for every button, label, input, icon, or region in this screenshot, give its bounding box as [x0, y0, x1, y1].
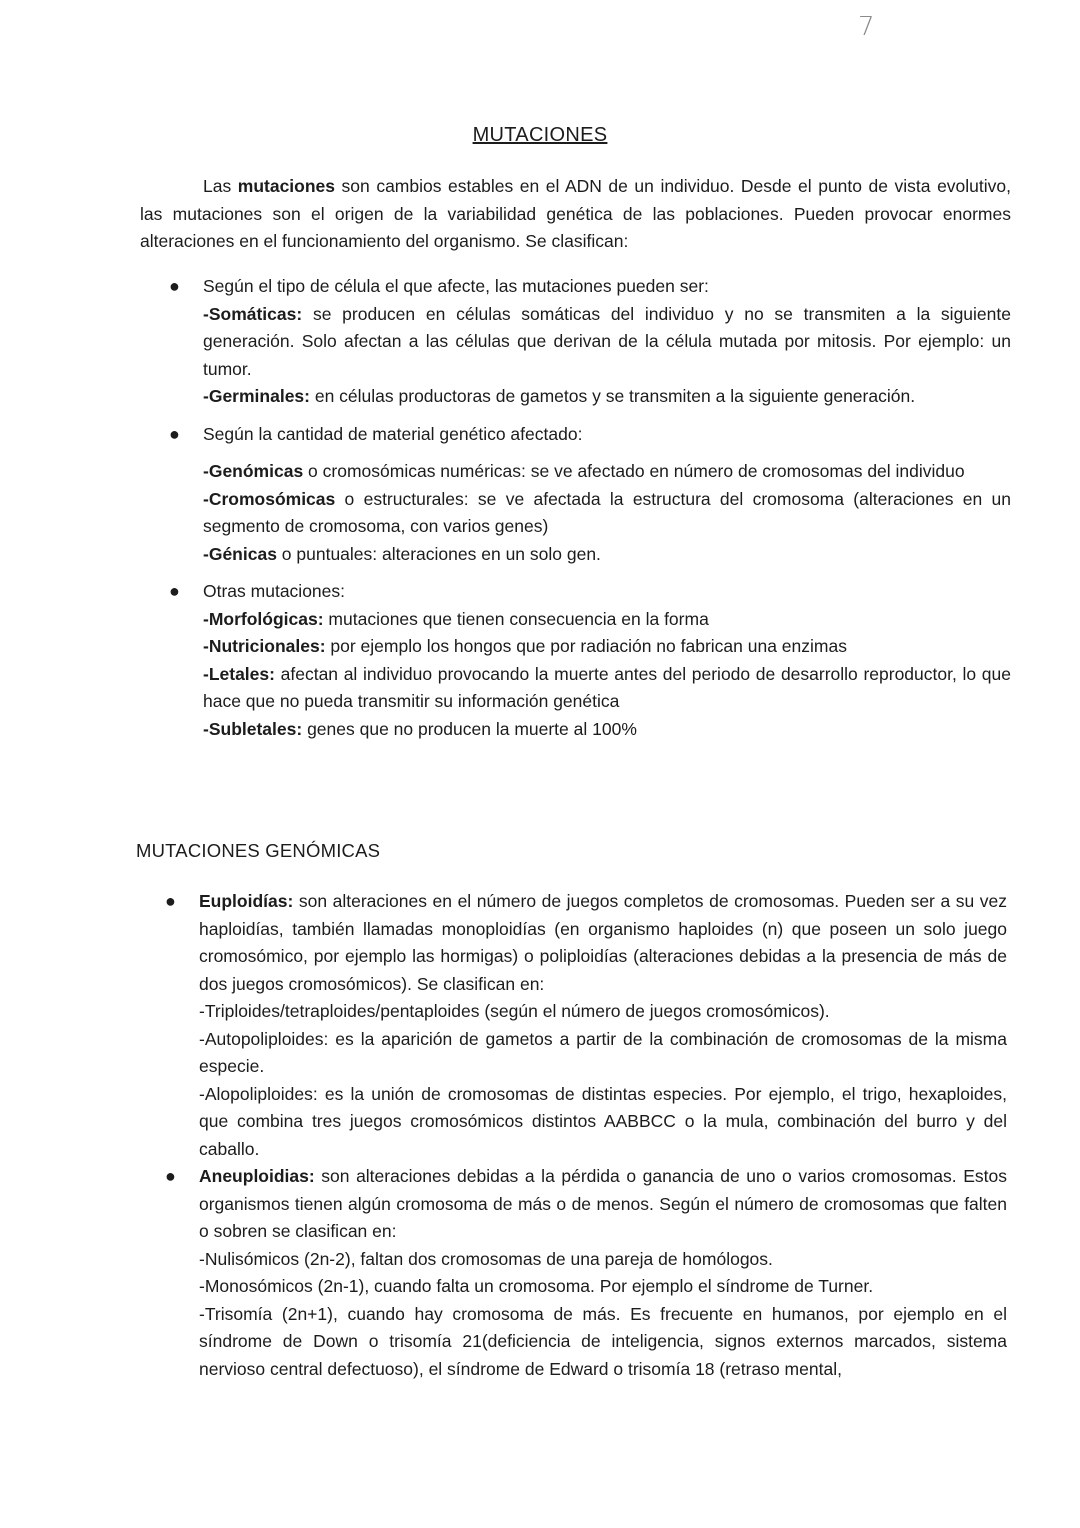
list-item-other-mutations [169, 578, 1011, 743]
entry-text: se producen en células somáticas del individuo y no se transmiten a la siguiente generación. Solo afectan a las células que derivan de la célula mutada por mitosis. Por ejemplo: un tumor. [203, 303, 1011, 379]
entry-term: -Morfológicas: [203, 608, 324, 629]
entry-term: -Nutricionales: [203, 636, 326, 656]
list-entry [203, 486, 1011, 541]
list-entry [203, 606, 1011, 634]
intro-bold-term: mutaciones [237, 176, 336, 196]
list-item-cell-type [169, 273, 1011, 411]
entry-text: afectan al individuo provocando la muerte antes del periodo de desarrollo reproductor, lo que hace que no pueda transmitir su información genética [203, 663, 1011, 711]
sub-entry: -Alopoliploides: es la unión de cromosomas de distintas especies. Por ejemplo, el trigo, hexaploides, que combina tres juegos cromosómicos distintos AABBCC o la mula, combinación del burro y del caballo. [199, 1083, 1007, 1159]
list-item-aneuploidias [165, 1163, 1007, 1383]
bullet-icon: ● [169, 276, 180, 296]
entry-text: genes que no producen la muerte al 100% [302, 718, 637, 739]
entry-text: son alteraciones en el número de juegos completos de cromosomas. Pueden ser a su vez haploidías, también llamadas monoploidías (en organismo haploides (n) que poseen un solo juego cromosómico, por ejemplo las hormigas) o poliploidías (alteraciones debidas a la presencia de más de dos juegos cromosómicos). Se clasifican en: [199, 891, 1007, 994]
sub-entry: -Autopoliploides: es la aparición de gametos a partir de la combinación de cromosomas de la misma especie. [199, 1028, 1007, 1076]
entry-term: -Somáticas: [203, 303, 303, 324]
entry-term: -Germinales: [203, 386, 310, 406]
list-item-heading: Otras mutaciones: [203, 581, 345, 601]
page-number: 7 [858, 12, 875, 42]
sub-entry: -Monosómicos (2n-1), cuando falta un cromosoma. Por ejemplo el síndrome de Turner. [199, 1276, 874, 1296]
list-item-heading: Según el tipo de célula el que afecte, las mutaciones pueden ser: [203, 276, 709, 296]
list-entry [203, 458, 1011, 486]
entry-term: -Subletales: [203, 718, 303, 739]
list-entry [203, 383, 1011, 411]
entry-text: o puntuales: alteraciones en un solo gen. [276, 543, 601, 564]
genomic-mutations-list [165, 888, 1007, 1383]
list-entry [203, 301, 1011, 384]
section-title: MUTACIONES GENÓMICAS [136, 840, 381, 861]
entry-term: Euploidías: [199, 891, 294, 911]
list-item-heading: Según la cantidad de material genético afectado: [203, 423, 583, 444]
list-item-description [199, 1163, 1007, 1246]
list-entry [203, 661, 1011, 716]
entry-text: o cromosómicas numéricas: se ve afectado en número de cromosomas del individuo [303, 461, 965, 481]
entry-term: -Génicas [203, 543, 277, 564]
bullet-icon: ● [169, 581, 180, 601]
entry-term: Aneuploidias: [199, 1166, 315, 1186]
list-entry [203, 716, 1011, 744]
intro-paragraph [140, 173, 1011, 256]
list-entry [203, 633, 1011, 661]
entry-text: en células productoras de gametos y se transmiten a la siguiente generación. [309, 386, 916, 406]
list-item-description [199, 888, 1007, 998]
bullet-icon: ● [165, 891, 176, 911]
bullet-icon: ● [165, 1166, 176, 1186]
list-item-material-amount [169, 421, 1011, 569]
entry-text: o estructurales: se ve afectada la estructura del cromosoma (alteraciones en un segmento de cromosoma, con varios genes) [203, 488, 1011, 536]
bullet-icon: ● [169, 423, 180, 444]
entry-text: mutaciones que tienen consecuencia en la forma [323, 608, 709, 629]
entry-term: -Cromosómicas [203, 488, 336, 509]
intro-text-start: Las [203, 176, 238, 196]
entry-text: por ejemplo los hongos que por radiación no fabrican una enzimas [325, 636, 847, 656]
intro-text-rest: son cambios estables en el ADN de un individuo. Desde el punto de vista evolutivo, las mutaciones son el origen de la variabilidad genética de las poblaciones. Pueden provocar enormes alteraciones en el funcionamiento del organismo. Se clasifican: [140, 176, 1012, 251]
entry-text: son alteraciones debidas a la pérdida o ganancia de uno o varios cromosomas. Estos organismos tienen algún cromosoma de más o de menos. Según el número de cromosomas que falten o sobren se clasifican en: [199, 1166, 1007, 1241]
list-item-euploidias [165, 888, 1007, 1163]
classification-list [169, 273, 1011, 753]
document-title: MUTACIONES [472, 124, 608, 146]
list-entry [203, 541, 1011, 569]
entry-term: -Letales: [203, 663, 275, 684]
sub-entry: -Trisomía (2n+1), cuando hay cromosoma de más. Es frecuente en humanos, por ejemplo en el síndrome de Down o trisomía 21(deficiencia de inteligencia, signos externos marcados, sistema nervioso central defectuoso), el síndrome de Edward o trisomía 18 (retraso mental, [199, 1303, 1007, 1379]
entry-term: -Genómicas [203, 461, 304, 481]
sub-entry: -Triploides/tetraploides/pentaploides (según el número de juegos cromosómicos). [199, 1001, 830, 1021]
sub-entry: -Nulisómicos (2n-2), faltan dos cromosomas de una pareja de homólogos. [199, 1248, 773, 1269]
